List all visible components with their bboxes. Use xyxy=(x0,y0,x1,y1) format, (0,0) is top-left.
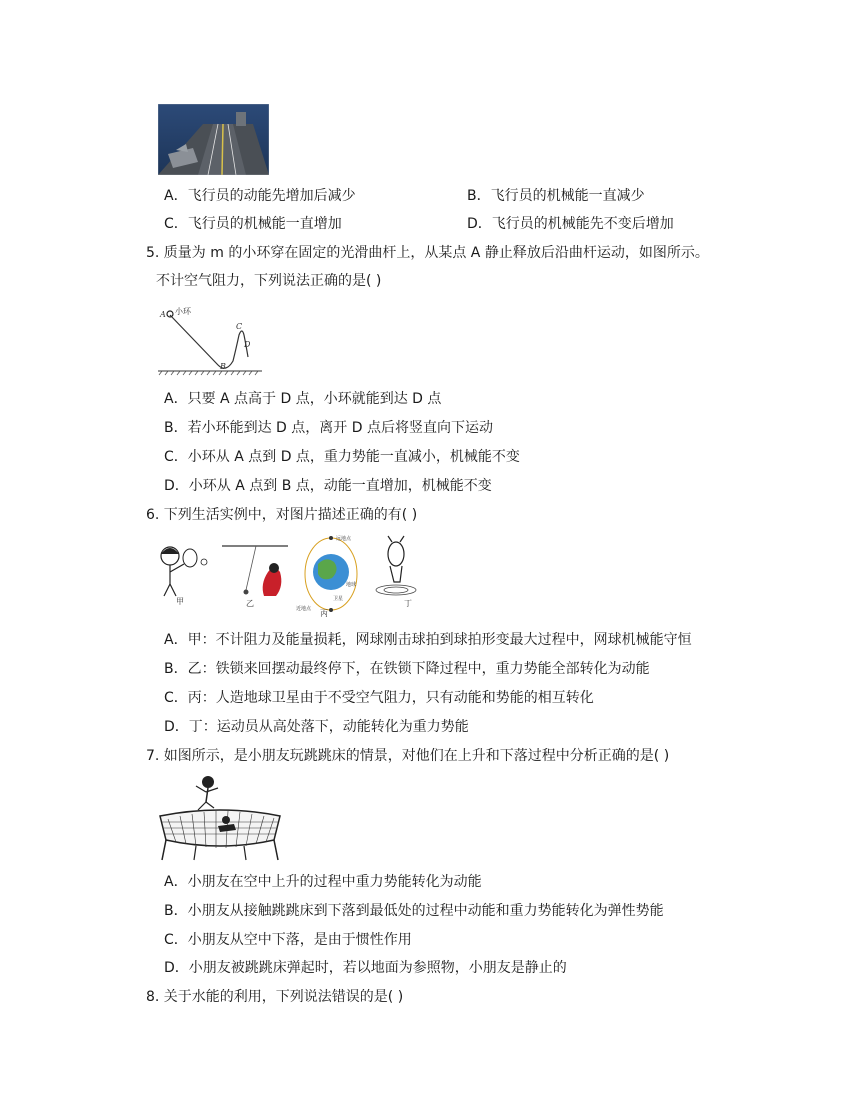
q6-figures xyxy=(156,534,428,618)
label-near-point: 近地点 xyxy=(296,606,312,612)
q5-stem-line1: 5. 质量为 m 的小环穿在固定的光滑曲杆上，从某点 A 静止释放后沿曲杆运动，如图所示。 xyxy=(146,245,709,261)
q8-stem: 8. 关于水能的利用，下列说法错误的是( ) xyxy=(146,989,404,1005)
q7-stem: 7. 如图所示，是小朋友玩跳跳床的情景，对他们在上升和下落过程中分析正确的是( ) xyxy=(146,748,670,764)
tennis-girl-figure xyxy=(161,547,207,606)
aircraft-carrier-photo xyxy=(158,104,269,175)
q4-option-a[interactable]: A．飞行员的动能先增加后减少 xyxy=(164,188,356,204)
diver-figure xyxy=(376,536,416,608)
label-ding: 丁 xyxy=(404,599,412,608)
q6-option-b[interactable]: B．乙：铁锁来回摆动最终停下，在铁锁下降过程中，重力势能全部转化为动能 xyxy=(164,661,650,677)
q5-option-a[interactable]: A．只要 A 点高于 D 点，小环就能到达 D 点 xyxy=(164,391,442,407)
q7-option-b[interactable]: B．小朋友从接触跳跳床到下落到最低处的过程中动能和重力势能转化为弹性势能 xyxy=(164,903,664,919)
label-earth: 地球 xyxy=(346,582,357,588)
point-b-label: B xyxy=(220,362,226,371)
q6-stem: 6. 下列生活实例中，对图片描述正确的有( ) xyxy=(146,507,418,523)
pendulum-lock-figure xyxy=(222,546,288,608)
label-satellite: 卫星 xyxy=(333,596,344,602)
q5-option-b[interactable]: B．若小环能到达 D 点，离开 D 点后将竖直向下运动 xyxy=(164,420,493,436)
point-d-label: D xyxy=(244,340,251,349)
ground-hatch xyxy=(159,371,258,375)
q5-option-c[interactable]: C．小环从 A 点到 D 点，重力势能一直减小，机械能不变 xyxy=(164,449,520,465)
satellite-orbit-figure xyxy=(296,535,357,618)
q7-option-d[interactable]: D．小朋友被跳跳床弹起时，若以地面为参照物，小朋友是静止的 xyxy=(164,960,567,976)
label-bing: 丙 xyxy=(320,609,328,618)
ring-icon xyxy=(167,311,173,317)
point-a-label: A xyxy=(160,310,166,319)
q4-option-b[interactable]: B．飞行员的机械能一直减少 xyxy=(467,188,645,204)
label-yi: 乙 xyxy=(246,599,254,608)
point-c-label: C xyxy=(236,322,243,331)
ring-label: 小环 xyxy=(175,307,191,316)
q4-option-c[interactable]: C．飞行员的机械能一直增加 xyxy=(164,216,342,232)
q7-option-a[interactable]: A．小朋友在空中上升的过程中重力势能转化为动能 xyxy=(164,874,482,890)
q4-option-d[interactable]: D．飞行员的机械能先不变后增加 xyxy=(467,216,674,232)
ring-track-figure xyxy=(156,305,266,377)
label-jia: 甲 xyxy=(176,597,184,606)
trampoline-figure xyxy=(156,774,284,862)
q5-option-d[interactable]: D．小环从 A 点到 B 点，动能一直增加，机械能不变 xyxy=(164,478,492,494)
q5-stem-line2: 不计空气阻力，下列说法正确的是( ) xyxy=(156,273,382,289)
q6-option-d[interactable]: D．丁：运动员从高处落下，动能转化为重力势能 xyxy=(164,719,469,735)
label-far-point: 远地点 xyxy=(336,536,352,542)
q7-option-c[interactable]: C．小朋友从空中下落，是由于惯性作用 xyxy=(164,932,412,948)
q6-option-a[interactable]: A．甲：不计阻力及能量损耗，网球刚击球拍到球拍形变最大过程中，网球机械能守恒 xyxy=(164,632,692,648)
q6-option-c[interactable]: C．丙：人造地球卫星由于不受空气阻力，只有动能和势能的相互转化 xyxy=(164,690,594,706)
